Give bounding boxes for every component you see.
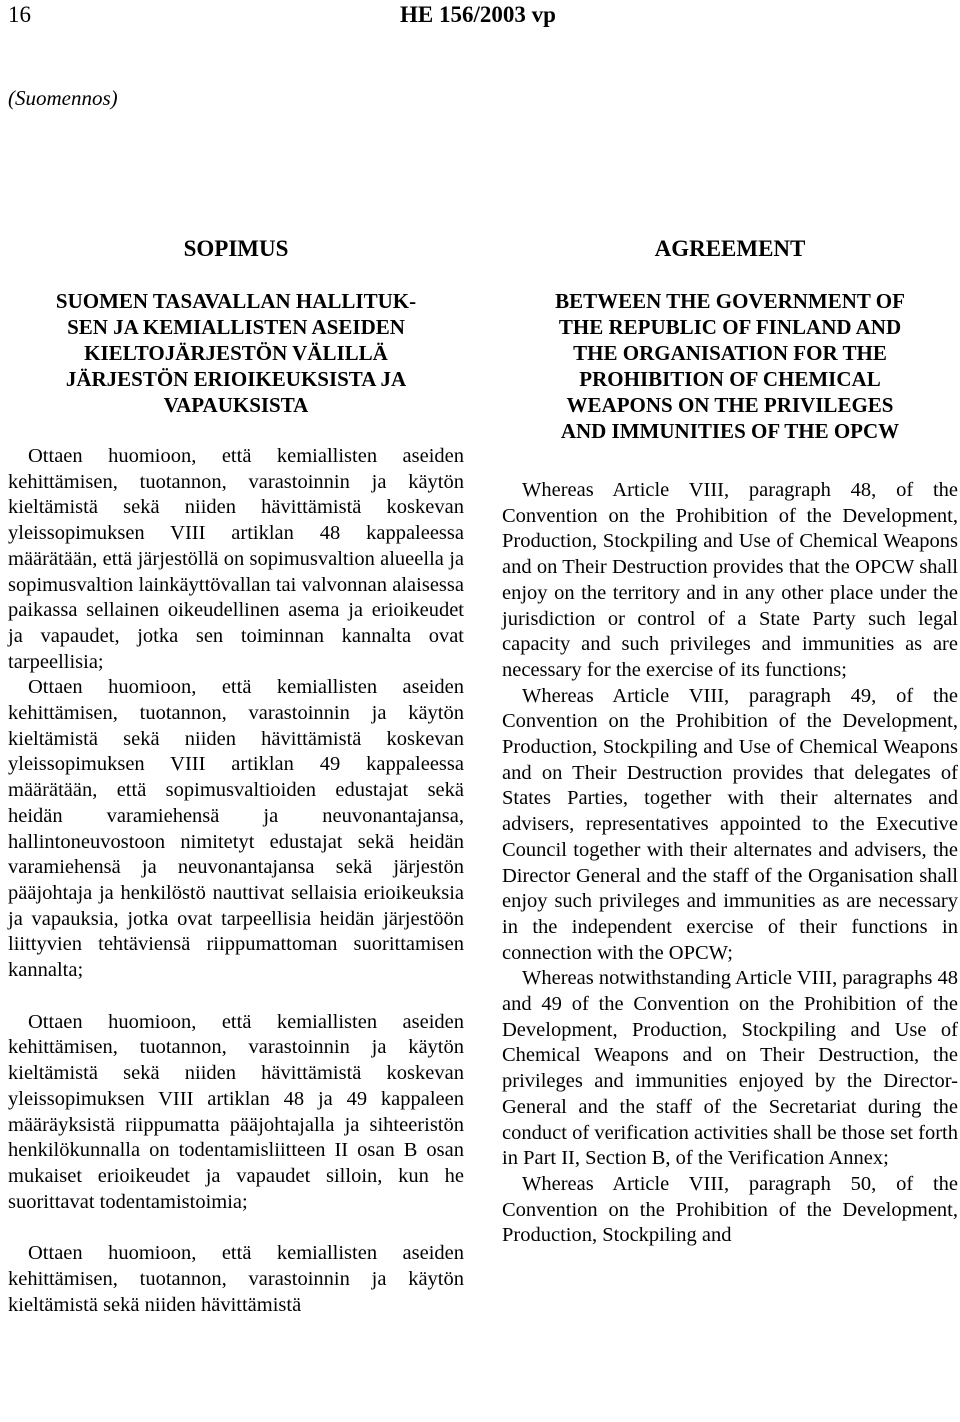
finnish-body bbox=[8, 444, 464, 1319]
finnish-subtitle-line: SUOMEN TASAVALLAN HALLITUK- bbox=[55, 289, 417, 313]
translation-note: (Suomennos) bbox=[8, 86, 118, 110]
finnish-title: SOPIMUS bbox=[183, 236, 289, 261]
english-body bbox=[502, 478, 958, 1249]
english-subtitle-line: THE REPUBLIC OF FINLAND AND bbox=[558, 315, 902, 339]
english-subtitle-line: AND IMMUNITIES OF THE OPCW bbox=[560, 419, 900, 443]
english-paragraph: Whereas Article VIII, paragraph 49, of the Convention on the Prohibition of the Development, Production, Stockpiling and Use of Chemical Weapons and on Their Destruction provides that delegates of States Parties, together with their alternates and advisers, representatives appointed to the Executive Council together with their alternates and advisers, the Director General and the staff of the Organisation shall enjoy such privileges and immunities as are necessary in the independent exercise of their functions in connection with the OPCW; bbox=[502, 684, 958, 964]
english-subtitle-line: BETWEEN THE GOVERNMENT OF bbox=[555, 289, 905, 313]
document-id: HE 156/2003 vp bbox=[400, 2, 556, 27]
english-column bbox=[502, 236, 958, 1249]
finnish-subtitle-line: SEN JA KEMIALLISTEN ASEIDEN bbox=[67, 315, 405, 339]
english-subtitle bbox=[502, 288, 958, 444]
english-title: AGREEMENT bbox=[654, 236, 806, 261]
english-subtitle-line: THE ORGANISATION FOR THE bbox=[573, 341, 887, 365]
english-subtitle-line: PROHIBITION OF CHEMICAL bbox=[579, 367, 881, 391]
english-paragraph: Whereas notwithstanding Article VIII, paragraphs 48 and 49 of the Convention on the Prohibition of the Development, Production, Stockpiling and Use of Chemical Weapons and on Their Destruction, the privileges and immunities enjoyed by the Director-General and the staff of the Secretariat during the conduct of verification activities shall be those set forth in Part II, Section B, of the Verification Annex; bbox=[502, 967, 958, 1170]
finnish-paragraph: Ottaen huomioon, että kemiallisten aseiden kehittämisen, tuotannon, varastoinnin ja käytön kieltämistä sekä niiden hävittämistä koskevan yleissopimuksen VIII artiklan 49 kappaleessa määrätään, että sopimusvaltioiden edustajat sekä heidän varamiehensä ja neuvonantajansa, hallintoneuvostoon nimitetyt edustajat sekä heidän varamiehensä ja neuvonantajansa sekä järjestön pääjohtaja ja henkilöstö nauttivat sellaisia erioikeuksia ja vapauksia, jotka ovat tarpeellisia heidän järjestöön liittyvien tehtäviensä riippumattoman suorittamisen kannalta; bbox=[8, 676, 464, 982]
finnish-subtitle bbox=[8, 288, 464, 418]
finnish-paragraph: Ottaen huomioon, että kemiallisten aseiden kehittämisen, tuotannon, varastoinnin ja käytön kieltämistä sekä niiden hävittämistä koskevan yleissopimuksen VIII artiklan 48 ja 49 kappaleen määräyksistä riippumatta pääjohtajalla ja sihteeristön henkilökunnalla on todentamisliitteen II osan B osan mukaiset erioikeudet ja vapaudet silloin, kun he suorittavat todentamistoimia; bbox=[8, 1010, 464, 1213]
english-paragraph: Whereas Article VIII, paragraph 50, of the Convention on the Prohibition of the Development, Production, Stockpiling and bbox=[502, 1172, 958, 1247]
finnish-paragraph: Ottaen huomioon, että kemiallisten aseiden kehittämisen, tuotannon, varastoinnin ja käytön kieltämistä sekä niiden hävittämistä bbox=[8, 1242, 464, 1316]
finnish-subtitle-line: VAPAUKSISTA bbox=[163, 393, 309, 417]
finnish-subtitle-line: JÄRJESTÖN ERIOIKEUKSISTA JA bbox=[65, 367, 407, 391]
finnish-subtitle-line: KIELTOJÄRJESTÖN VÄLILLÄ bbox=[84, 341, 388, 365]
finnish-column bbox=[8, 236, 464, 1319]
english-paragraph: Whereas Article VIII, paragraph 48, of the Convention on the Prohibition of the Development, Production, Stockpiling and Use of Chemical Weapons and on Their Destruction provides that the OPCW shall enjoy on the territory and in any other place under the jurisdiction or control of a State Party such legal capacity and such privileges and immunities as are necessary for the exercise of its functions; bbox=[502, 479, 958, 681]
page-number: 16 bbox=[8, 2, 31, 27]
finnish-paragraph: Ottaen huomioon, että kemiallisten aseiden kehittämisen, tuotannon, varastoinnin ja käytön kieltämistä sekä niiden hävittämistä koskevan yleissopimuksen VIII artiklan 48 kappaleessa määrätään, että järjestöllä on sopimusvaltion alueella ja sopimusvaltion lainkäyttövallan tai valvonnan alaisessa paikassa sellainen oikeudellinen asema ja erioikeudet ja vapaudet, jotka sen toiminnan kannalta ovat tarpeellisia; bbox=[8, 445, 464, 673]
english-subtitle-line: WEAPONS ON THE PRIVILEGES bbox=[566, 393, 894, 417]
